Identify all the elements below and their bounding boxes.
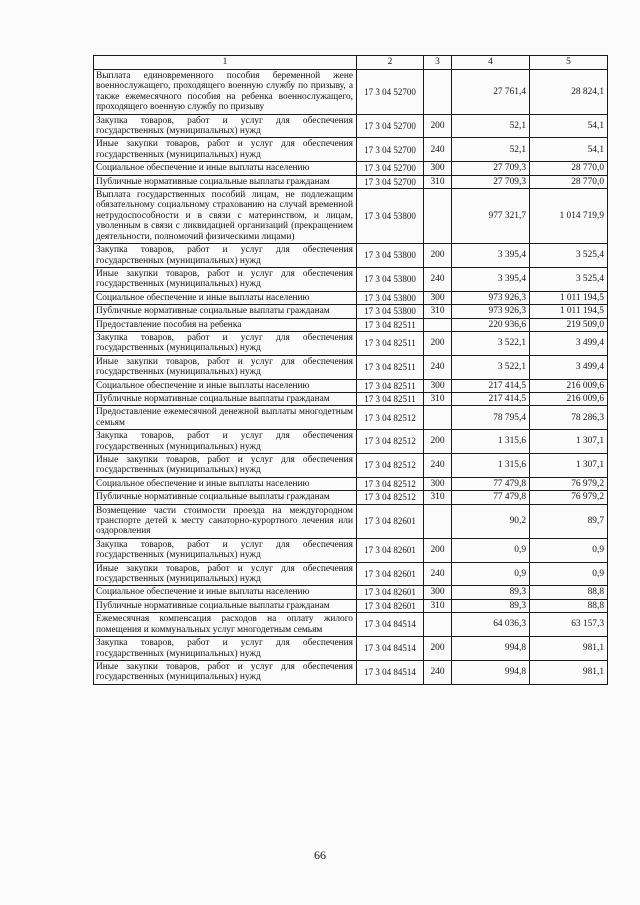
row-name-cell: Закупка товаров, работ и услуг для обеспечения государственных (муниципальных) нужд xyxy=(94,331,357,355)
row-value-col4-cell: 217 414,5 xyxy=(452,392,530,405)
row-type-cell xyxy=(424,504,452,538)
row-value-col4-cell: 217 414,5 xyxy=(452,379,530,392)
table-row xyxy=(94,504,608,538)
row-code-cell: 17 3 04 52700 xyxy=(357,114,424,138)
row-value-col4-cell: 977 321,7 xyxy=(452,189,530,244)
row-name-cell: Закупка товаров, работ и услуг для обеспечения государственных (муниципальных) нужд xyxy=(94,637,357,661)
row-name-cell: Публичные нормативные социальные выплаты гражданам xyxy=(94,392,357,405)
row-value-col4-cell: 994,8 xyxy=(452,660,530,684)
row-name-cell: Публичные нормативные социальные выплаты гражданам xyxy=(94,175,357,188)
row-type-cell: 200 xyxy=(424,430,452,454)
row-type-cell: 240 xyxy=(424,562,452,586)
row-value-col5-cell: 54,1 xyxy=(530,138,608,162)
row-code-cell: 17 3 04 82512 xyxy=(357,406,424,430)
row-code-cell: 17 3 04 52700 xyxy=(357,162,424,175)
row-type-cell xyxy=(424,70,452,115)
row-name-cell: Предоставление ежемесячной денежной выплаты многодетным семьям xyxy=(94,406,357,430)
row-code-cell: 17 3 04 82512 xyxy=(357,491,424,504)
row-value-col4-cell: 994,8 xyxy=(452,637,530,661)
row-name-cell: Закупка товаров, работ и услуг для обеспечения государственных (муниципальных) нужд xyxy=(94,538,357,562)
row-type-cell: 200 xyxy=(424,244,452,268)
table-row xyxy=(94,392,608,405)
table-row xyxy=(94,244,608,268)
table-row xyxy=(94,637,608,661)
row-value-col5-cell: 28 770,0 xyxy=(530,175,608,188)
row-value-col5-cell: 54,1 xyxy=(530,114,608,138)
table-header-row xyxy=(94,56,608,70)
row-name-cell: Публичные нормативные социальные выплаты гражданам xyxy=(94,599,357,612)
row-value-col5-cell: 216 009,6 xyxy=(530,392,608,405)
row-value-col4-cell: 3 522,1 xyxy=(452,331,530,355)
row-name-cell: Иные закупки товаров, работ и услуг для обеспечения государственных (муниципальных) нужд xyxy=(94,660,357,684)
row-value-col4-cell: 27 709,3 xyxy=(452,162,530,175)
row-type-cell: 200 xyxy=(424,637,452,661)
row-value-col5-cell: 981,1 xyxy=(530,637,608,661)
row-value-col5-cell: 0,9 xyxy=(530,538,608,562)
row-code-cell: 17 3 04 52700 xyxy=(357,138,424,162)
row-value-col4-cell: 3 522,1 xyxy=(452,355,530,379)
row-name-cell: Возмещение части стоимости проезда на междугородном транспорте детей к месту санаторно-курортного лечения или оздоровления xyxy=(94,504,357,538)
row-name-cell: Публичные нормативные социальные выплаты гражданам xyxy=(94,491,357,504)
header-col-1: 1 xyxy=(94,56,357,70)
row-value-col5-cell: 3 499,4 xyxy=(530,331,608,355)
budget-table xyxy=(93,55,608,685)
row-type-cell: 240 xyxy=(424,660,452,684)
row-name-cell: Предоставление пособия на ребенка xyxy=(94,318,357,331)
row-type-cell xyxy=(424,189,452,244)
table-row xyxy=(94,613,608,637)
table-row xyxy=(94,430,608,454)
table-row xyxy=(94,138,608,162)
row-name-cell: Ежемесячная компенсация расходов на оплату жилого помещения и коммунальных услуг многодетным семьям xyxy=(94,613,357,637)
table-row xyxy=(94,267,608,291)
table-row xyxy=(94,114,608,138)
table-row xyxy=(94,175,608,188)
row-name-cell: Иные закупки товаров, работ и услуг для обеспечения государственных (муниципальных) нужд xyxy=(94,562,357,586)
row-name-cell: Социальное обеспечение и иные выплаты населению xyxy=(94,379,357,392)
row-name-cell: Закупка товаров, работ и услуг для обеспечения государственных (муниципальных) нужд xyxy=(94,114,357,138)
row-type-cell: 300 xyxy=(424,291,452,304)
row-value-col5-cell: 216 009,6 xyxy=(530,379,608,392)
row-name-cell: Иные закупки товаров, работ и услуг для обеспечения государственных (муниципальных) нужд xyxy=(94,454,357,478)
row-code-cell: 17 3 04 82601 xyxy=(357,562,424,586)
row-code-cell: 17 3 04 82601 xyxy=(357,599,424,612)
row-value-col4-cell: 220 936,6 xyxy=(452,318,530,331)
row-value-col5-cell: 1 307,1 xyxy=(530,454,608,478)
row-type-cell: 300 xyxy=(424,379,452,392)
row-type-cell: 200 xyxy=(424,538,452,562)
table-row xyxy=(94,586,608,599)
row-name-cell: Социальное обеспечение и иные выплаты населению xyxy=(94,291,357,304)
table-row xyxy=(94,491,608,504)
row-type-cell: 310 xyxy=(424,599,452,612)
row-value-col5-cell: 3 525,4 xyxy=(530,267,608,291)
header-col-4: 4 xyxy=(452,56,530,70)
table-row xyxy=(94,305,608,318)
row-value-col4-cell: 3 395,4 xyxy=(452,244,530,268)
row-code-cell: 17 3 04 52700 xyxy=(357,70,424,115)
row-name-cell: Социальное обеспечение и иные выплаты населению xyxy=(94,477,357,490)
row-type-cell xyxy=(424,406,452,430)
row-value-col5-cell: 28 770,0 xyxy=(530,162,608,175)
row-name-cell: Социальное обеспечение и иные выплаты населению xyxy=(94,586,357,599)
row-type-cell: 310 xyxy=(424,175,452,188)
table-row xyxy=(94,162,608,175)
table-row xyxy=(94,331,608,355)
row-type-cell: 200 xyxy=(424,114,452,138)
row-code-cell: 17 3 04 82512 xyxy=(357,454,424,478)
row-type-cell xyxy=(424,318,452,331)
table-row xyxy=(94,70,608,115)
row-value-col5-cell: 981,1 xyxy=(530,660,608,684)
table-row xyxy=(94,454,608,478)
row-value-col4-cell: 52,1 xyxy=(452,138,530,162)
table-row xyxy=(94,562,608,586)
row-code-cell: 17 3 04 53800 xyxy=(357,189,424,244)
row-code-cell: 17 3 04 82511 xyxy=(357,355,424,379)
row-code-cell: 17 3 04 82601 xyxy=(357,538,424,562)
row-name-cell: Иные закупки товаров, работ и услуг для обеспечения государственных (муниципальных) нужд xyxy=(94,138,357,162)
document-page xyxy=(93,55,608,685)
header-col-3: 3 xyxy=(424,56,452,70)
row-code-cell: 17 3 04 53800 xyxy=(357,244,424,268)
row-code-cell: 17 3 04 84514 xyxy=(357,637,424,661)
row-value-col4-cell: 27 761,4 xyxy=(452,70,530,115)
row-type-cell xyxy=(424,613,452,637)
row-value-col4-cell: 973 926,3 xyxy=(452,291,530,304)
row-name-cell: Закупка товаров, работ и услуг для обеспечения государственных (муниципальных) нужд xyxy=(94,244,357,268)
row-type-cell: 300 xyxy=(424,586,452,599)
row-value-col5-cell: 76 979,2 xyxy=(530,477,608,490)
row-code-cell: 17 3 04 53800 xyxy=(357,267,424,291)
table-row xyxy=(94,291,608,304)
row-value-col5-cell: 0,9 xyxy=(530,562,608,586)
row-code-cell: 17 3 04 82512 xyxy=(357,430,424,454)
header-col-5: 5 xyxy=(530,56,608,70)
row-name-cell: Социальное обеспечение и иные выплаты населению xyxy=(94,162,357,175)
row-value-col4-cell: 77 479,8 xyxy=(452,491,530,504)
row-value-col5-cell: 219 509,0 xyxy=(530,318,608,331)
row-code-cell: 17 3 04 53800 xyxy=(357,291,424,304)
row-type-cell: 240 xyxy=(424,267,452,291)
row-value-col4-cell: 77 479,8 xyxy=(452,477,530,490)
row-code-cell: 17 3 04 82511 xyxy=(357,331,424,355)
row-value-col5-cell: 63 157,3 xyxy=(530,613,608,637)
row-name-cell: Выплата единовременного пособия беременной жене военнослужащего, проходящего военную службу по призыву, а также ежемесячного пособия на ребенка военнослужащего, проходящего военную службу по призыву xyxy=(94,70,357,115)
row-value-col4-cell: 1 315,6 xyxy=(452,430,530,454)
row-value-col4-cell: 89,3 xyxy=(452,599,530,612)
table-row xyxy=(94,660,608,684)
table-row xyxy=(94,379,608,392)
row-value-col4-cell: 973 926,3 xyxy=(452,305,530,318)
row-value-col4-cell: 0,9 xyxy=(452,538,530,562)
row-value-col4-cell: 27 709,3 xyxy=(452,175,530,188)
row-code-cell: 17 3 04 82601 xyxy=(357,504,424,538)
table-row xyxy=(94,355,608,379)
row-code-cell: 17 3 04 52700 xyxy=(357,175,424,188)
row-type-cell: 300 xyxy=(424,477,452,490)
row-value-col5-cell: 1 307,1 xyxy=(530,430,608,454)
row-value-col4-cell: 0,9 xyxy=(452,562,530,586)
row-value-col4-cell: 1 315,6 xyxy=(452,454,530,478)
table-row xyxy=(94,538,608,562)
row-value-col4-cell: 90,2 xyxy=(452,504,530,538)
row-value-col4-cell: 78 795,4 xyxy=(452,406,530,430)
row-value-col5-cell: 1 011 194,5 xyxy=(530,305,608,318)
row-value-col5-cell: 1 014 719,9 xyxy=(530,189,608,244)
row-name-cell: Иные закупки товаров, работ и услуг для обеспечения государственных (муниципальных) нужд xyxy=(94,267,357,291)
table-body xyxy=(94,56,608,685)
row-value-col5-cell: 3 499,4 xyxy=(530,355,608,379)
row-value-col4-cell: 89,3 xyxy=(452,586,530,599)
row-value-col5-cell: 28 824,1 xyxy=(530,70,608,115)
row-code-cell: 17 3 04 84514 xyxy=(357,613,424,637)
row-type-cell: 310 xyxy=(424,305,452,318)
row-value-col4-cell: 64 036,3 xyxy=(452,613,530,637)
table-row xyxy=(94,318,608,331)
row-value-col5-cell: 76 979,2 xyxy=(530,491,608,504)
row-name-cell: Иные закупки товаров, работ и услуг для обеспечения государственных (муниципальных) нужд xyxy=(94,355,357,379)
row-code-cell: 17 3 04 82511 xyxy=(357,318,424,331)
row-code-cell: 17 3 04 53800 xyxy=(357,305,424,318)
row-value-col5-cell: 88,8 xyxy=(530,599,608,612)
row-value-col5-cell: 3 525,4 xyxy=(530,244,608,268)
row-name-cell: Публичные нормативные социальные выплаты гражданам xyxy=(94,305,357,318)
row-value-col5-cell: 88,8 xyxy=(530,586,608,599)
row-value-col5-cell: 1 011 194,5 xyxy=(530,291,608,304)
row-name-cell: Выплата государственных пособий лицам, не подлежащим обязательному социальному страхованию на случай временной нетрудоспособности и в связи с материнством, и лицам, уволенным в связи с ликвидацией организаций (прекращением деятельности, полномочий физическими лицами) xyxy=(94,189,357,244)
row-type-cell: 200 xyxy=(424,331,452,355)
row-type-cell: 240 xyxy=(424,138,452,162)
row-value-col4-cell: 3 395,4 xyxy=(452,267,530,291)
row-value-col5-cell: 89,7 xyxy=(530,504,608,538)
page-number: 66 xyxy=(314,848,326,862)
header-col-2: 2 xyxy=(357,56,424,70)
table-row xyxy=(94,599,608,612)
table-row xyxy=(94,189,608,244)
row-value-col5-cell: 78 286,3 xyxy=(530,406,608,430)
row-type-cell: 310 xyxy=(424,491,452,504)
row-type-cell: 310 xyxy=(424,392,452,405)
row-code-cell: 17 3 04 82512 xyxy=(357,477,424,490)
row-code-cell: 17 3 04 82511 xyxy=(357,379,424,392)
row-code-cell: 17 3 04 82511 xyxy=(357,392,424,405)
row-value-col4-cell: 52,1 xyxy=(452,114,530,138)
row-name-cell: Закупка товаров, работ и услуг для обеспечения государственных (муниципальных) нужд xyxy=(94,430,357,454)
row-type-cell: 300 xyxy=(424,162,452,175)
table-row xyxy=(94,477,608,490)
row-type-cell: 240 xyxy=(424,454,452,478)
row-code-cell: 17 3 04 82601 xyxy=(357,586,424,599)
row-type-cell: 240 xyxy=(424,355,452,379)
row-code-cell: 17 3 04 84514 xyxy=(357,660,424,684)
table-row xyxy=(94,406,608,430)
